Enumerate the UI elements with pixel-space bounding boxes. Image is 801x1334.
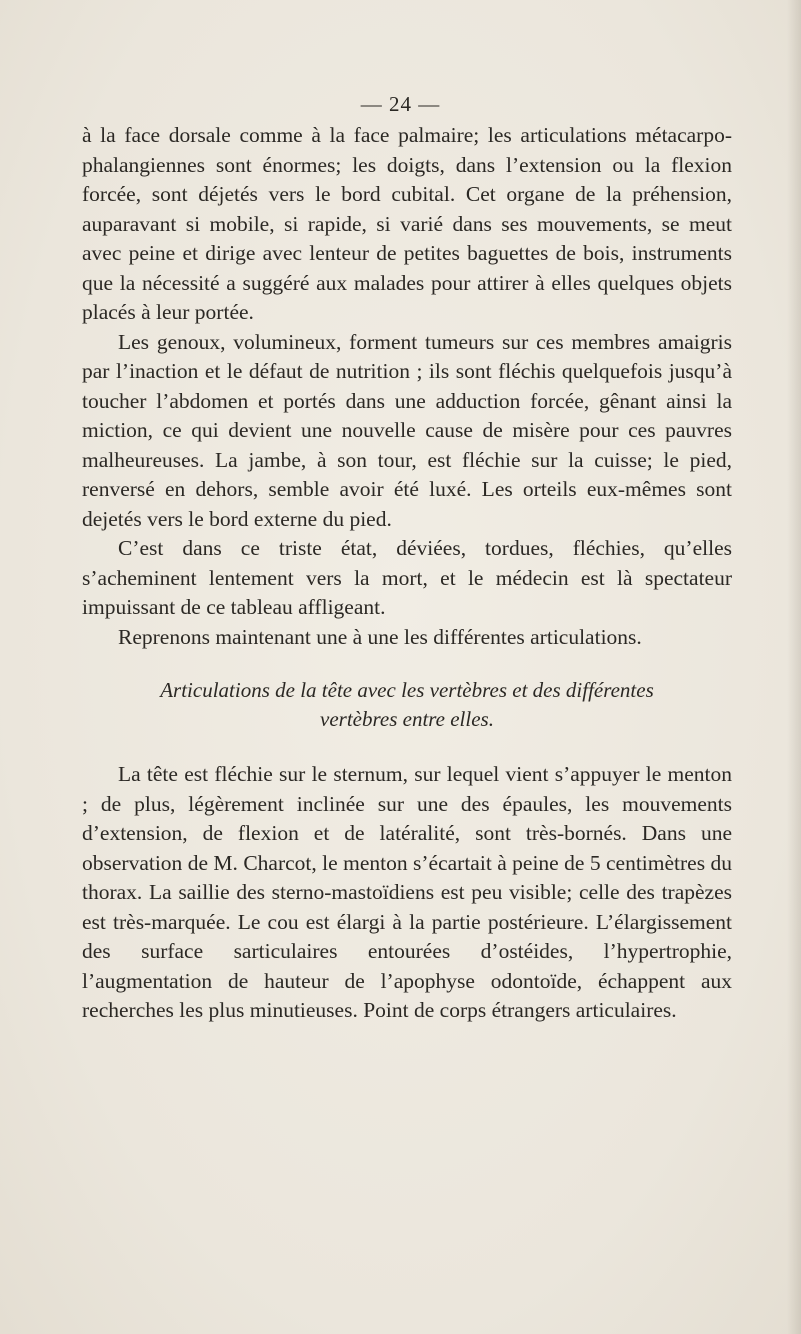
- paragraph-3: C’est dans ce triste état, déviées, tordues, fléchies, qu’elles s’acheminent lentement vers la mort, et le médecin est là spectateur impuissant de ce tableau affligeant.: [82, 536, 732, 619]
- paragraph-1: à la face dorsale comme à la face palmaire; les articulations métacarpo-phalangiennes sont énormes; les doigts, dans l’extension ou la flexion forcée, sont déjetés vers le bord cubital. Cet organe de la préhension, auparavant si mobile, si rapide, si varié dans ses mouvements, se meut avec peine et dirige avec lenteur de petites baguettes de bois, instruments que la nécessité a suggéré aux malades pour attirer à elles quelques objets placés à leur portée.: [82, 123, 732, 324]
- paragraph-2: Les genoux, volumineux, forment tumeurs sur ces membres amaigris par l’inaction et le défaut de nutrition ; ils sont fléchis quelquefois jusqu’à toucher l’abdomen et portés dans une adduction forcée, gênant ainsi la miction, ce qui devient une nouvelle cause de misère pour ces pauvres malheureuses. La jambe, à son tour, est fléchie sur la cuisse; le pied, renversé en dehors, semble avoir été luxé. Les orteils eux-mêmes sont dejetés vers le bord externe du pied.: [82, 329, 732, 531]
- paragraph-4: Reprenons maintenant une à une les différentes articulations.: [118, 624, 642, 649]
- page-number: — 24 —: [360, 92, 441, 116]
- body-text: [82, 121, 732, 1026]
- section-heading: Articulations de la tête avec les vertèbres et des différentes vertèbres entre elles.: [160, 678, 654, 731]
- page-edge-shadow: [787, 0, 801, 1334]
- paragraph-5: La tête est fléchie sur le sternum, sur lequel vient s’appuyer le menton ; de plus, légèrement inclinée sur une des épaules, les mouvements d’extension, de flexion et de latéralité, sont très-bornés. Dans une observation de M. Charcot, le menton s’écartait à peine de 5 centimètres du thorax. La saillie des sterno-mastoïdiens est peu visible; celle des trapèzes est très-marquée. Le cou est élargi à la partie postérieure. L’élargissement des surface sarticulaires entourées d’ostéides, l’hypertrophie, l’augmentation de hauteur de l’apophyse odontoïde, échappent aux recherches les plus minutieuses. Point de corps étrangers articulaires.: [82, 762, 732, 1022]
